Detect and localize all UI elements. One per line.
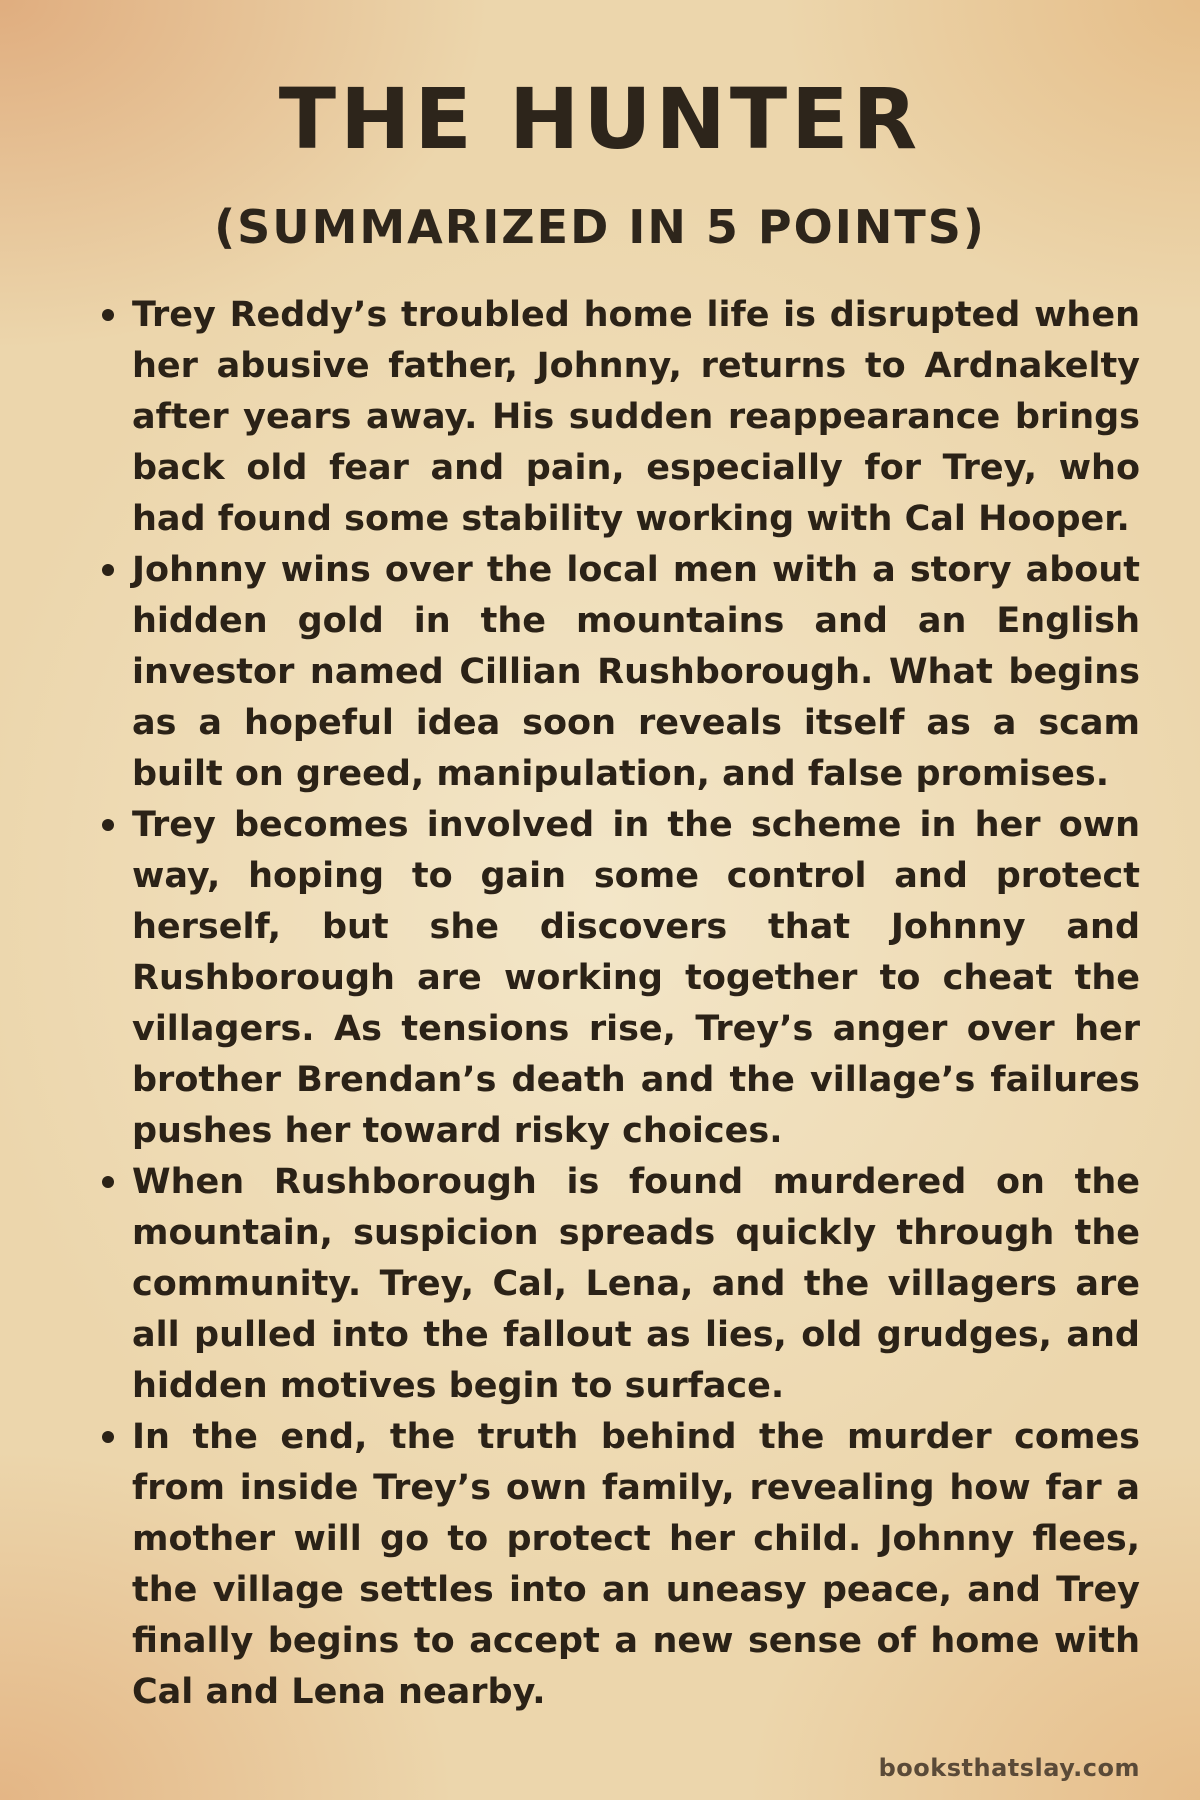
summary-point-text: Trey Reddy’s troubled home life is disrupted when her abusive father, Johnny, returns to Ardnakelty after years away. His sudden reappearance brings back old fear and pain, especially for Trey, who had found some stability working with Cal Hooper. xyxy=(132,295,1140,539)
summary-point-text: Trey becomes involved in the scheme in her own way, hoping to gain some control and protect herself, but she discovers that Johnny and Rushborough are working together to cheat the villagers. As tensions rise, Trey’s anger over her brother Brendan’s death and the village’s failures pushes her toward risky choices. xyxy=(132,805,1140,1151)
summary-point xyxy=(132,545,1140,800)
summary-point xyxy=(132,1412,1140,1718)
summary-point xyxy=(132,800,1140,1157)
bullet-icon xyxy=(102,1176,114,1188)
summary-point xyxy=(132,1157,1140,1412)
bullet-icon xyxy=(102,309,114,321)
summary-point-text: Johnny wins over the local men with a story about hidden gold in the mountains and an English investor named Cillian Rushborough. What begins as a hopeful idea soon reveals itself as a scam built on greed, manipulation, and false promises. xyxy=(132,550,1140,794)
bullet-icon xyxy=(102,1431,114,1443)
summary-point-text: In the end, the truth behind the murder comes from inside Trey’s own family, revealing how far a mother will go to protect her child. Johnny flees, the village settles into an uneasy peace, and Trey finally begins to accept a new sense of home with Cal and Lena nearby. xyxy=(132,1417,1140,1712)
bullet-icon xyxy=(102,564,114,576)
summary-point xyxy=(132,290,1140,545)
bullet-icon xyxy=(102,819,114,831)
page-subtitle: (SUMMARIZED IN 5 POINTS) xyxy=(214,200,986,254)
page-title: THE HUNTER xyxy=(278,70,922,168)
summary-point-text: When Rushborough is found murdered on the mountain, suspicion spreads quickly through the community. Trey, Cal, Lena, and the villagers are all pulled into the fallout as lies, old grudges, and hidden motives begin to surface. xyxy=(132,1162,1140,1406)
summary-points-list xyxy=(100,290,1140,1718)
site-watermark: booksthatslay.com xyxy=(878,1754,1140,1782)
